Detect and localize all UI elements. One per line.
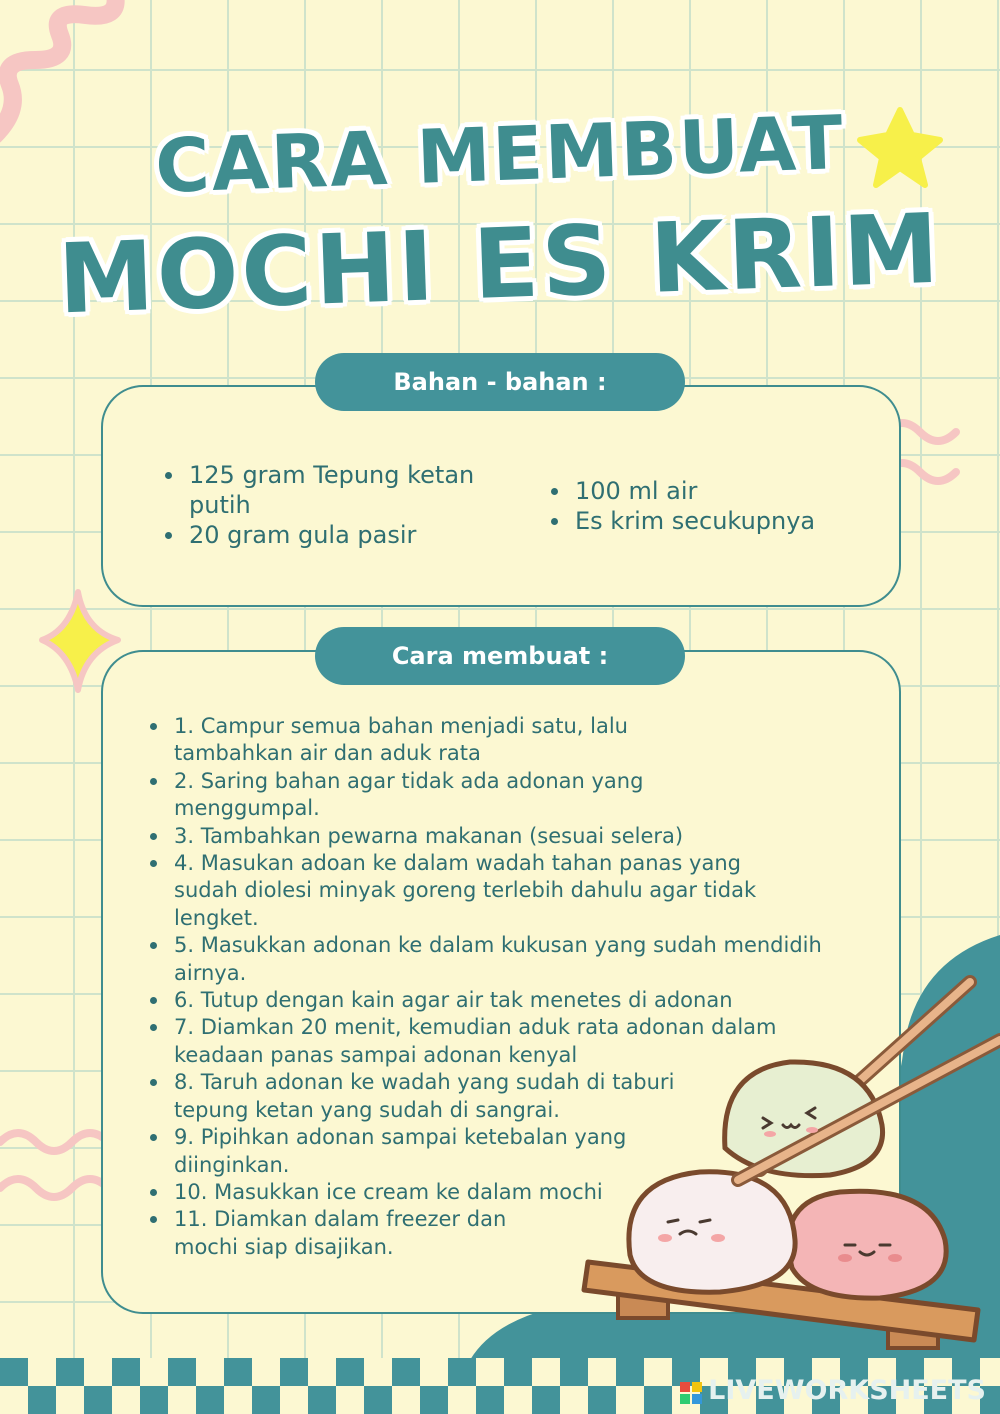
step-item: 10. Masukkan ice cream ke dalam mochi <box>148 1179 614 1206</box>
ingredients-heading: Bahan - bahan : <box>315 353 685 411</box>
ingredient-item: 100 ml air <box>549 476 869 506</box>
step-item: 4. Masukan adoan ke dalam wadah tahan panas yang sudah diolesi minyak goreng terlebih dahulu agar tidak lengket. <box>148 850 804 932</box>
title-line-2: MOCHI ES KRIM <box>56 192 944 336</box>
ingredient-item: 125 gram Tepung ketan putih <box>163 460 493 520</box>
mochi-pink <box>788 1191 946 1298</box>
step-item: 1. Campur semua bahan menjadi satu, lalu tambahkan air dan aduk rata <box>148 713 714 768</box>
step-item: 8. Taruh adonan ke wadah yang sudah di taburi tepung ketan yang sudah di sangrai. <box>148 1069 734 1124</box>
step-item: 3. Tambahkan pewarna makanan (sesuai selera) <box>148 823 824 850</box>
step-item: 2. Saring bahan agar tidak ada adonan yang menggumpal. <box>148 768 734 823</box>
step-item: 5. Masukkan adonan ke dalam kukusan yang sudah mendidih airnya. <box>148 932 834 987</box>
step-item: 7. Diamkan 20 menit, kemudian aduk rata adonan dalam keadaan panas sampai adonan kenyal <box>148 1014 784 1069</box>
ingredient-item: Es krim secukupnya <box>549 506 869 536</box>
step-item: 6. Tutup dengan kain agar air tak menetes di adonan <box>148 987 874 1014</box>
step-item: 9. Pipihkan adonan sampai ketebalan yang diinginkan. <box>148 1124 734 1179</box>
step-item: 11. Diamkan dalam freezer dan mochi siap disajikan. <box>148 1206 514 1261</box>
steps-heading: Cara membuat : <box>315 627 685 685</box>
ingredient-item: 20 gram gula pasir <box>163 520 493 550</box>
liveworksheets-logo[interactable] <box>680 1375 986 1406</box>
liveworksheets-label: LIVEWORKSHEETS <box>708 1375 986 1406</box>
mochi-white <box>629 1172 795 1292</box>
title-line-1: CARA MEMBUAT <box>153 99 847 211</box>
liveworksheets-icon <box>680 1380 702 1402</box>
